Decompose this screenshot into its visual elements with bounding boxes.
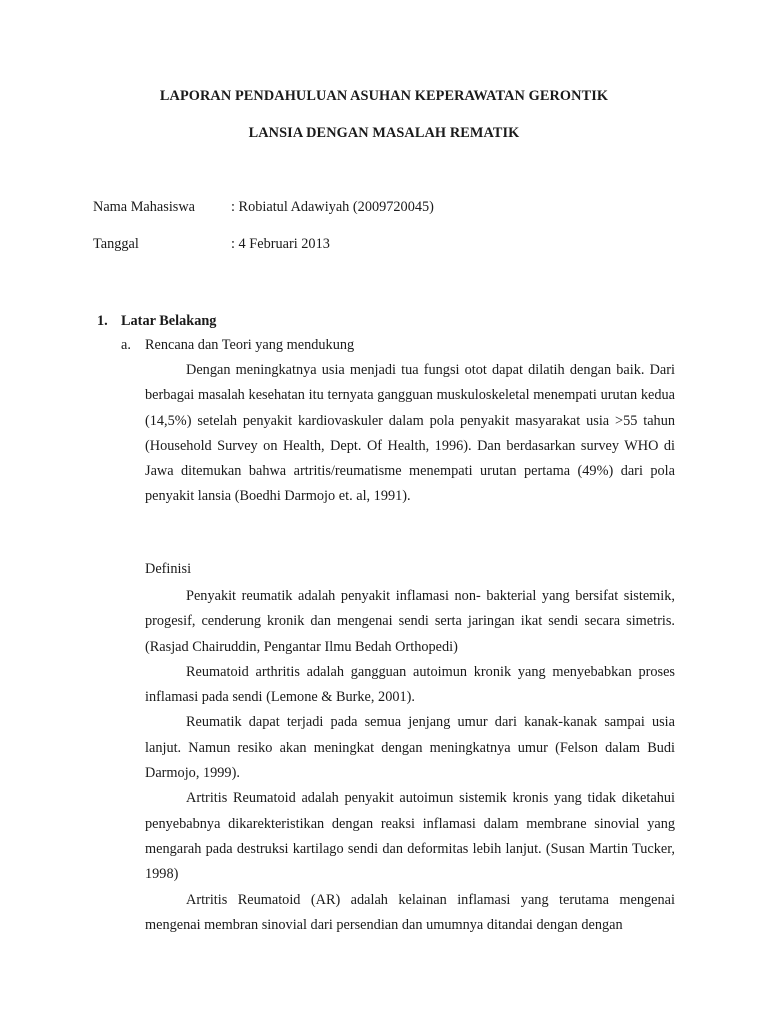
date-value: : 4 Februari 2013 [231,236,330,252]
subsection-title: Rencana dan Teori yang mendukung [145,337,355,353]
definition-paragraph: Artritis Reumatoid (AR) adalah kelainan inflamasi yang terutama mengenai mengenai membran sinovial dari persendian dan umumnya ditandai dengan dengan [145,891,675,933]
document-subtitle: LANSIA DENGAN MASALAH REMATIK [248,125,520,141]
subsection-letter: a. [121,337,131,353]
section-heading [97,313,216,330]
definition-paragraph: Reumatoid arthritis adalah gangguan autoimun kronik yang menyebabkan proses inflamasi pada sendi (Lemone & Burke, 2001). [145,663,675,706]
definition-paragraph: Artritis Reumatoid adalah penyakit autoimun sistemik kronis yang tidak diketahui penyebabnya dikarekteristikan dengan reaksi inflamasi dalam membrane sinovial yang mengarah pada destruksi kartilago sendi dan deformitas lebih lanjut. (Susan Martin Tucker, 1998) [145,790,675,883]
section-number: 1. [97,313,108,329]
definitions-block [145,584,675,938]
intro-paragraph: Dengan meningkatnya usia menjadi tua fungsi otot dapat dilatih dengan baik. Dari berbagai masalah kesehatan itu ternyata gangguan muskuloskeletal menempati urutan kedua (14,5%) setelah penyakit kardiovaskuler dalam pola penyakit masyarakat usia >55 tahun (Household Survey on Health, Dept. Of Health, 1996). Dan berdasarkan survey WHO di Jawa ditemukan bahwa artritis/reumatisme menempati urutan pertama (49%) dari pola penyakit lansia (Boedhi Darmojo et. al, 1991). [145,362,675,505]
document-title: LAPORAN PENDAHULUAN ASUHAN KEPERAWATAN GERONTIK [159,88,609,104]
date-label: Tanggal [93,236,139,252]
student-name-label: Nama Mahasiswa [93,199,196,215]
definition-paragraph: Penyakit reumatik adalah penyakit inflamasi non- bakterial yang bersifat sistemik, progesif, cenderung kronik dan mengenai sendi serta jaringan ikat sendi secara simetris. (Rasjad Chairuddin, Pengantar Ilmu Bedah Orthopedi) [145,588,675,655]
definisi-heading: Definisi [145,561,192,577]
definition-paragraph: Reumatik dapat terjadi pada semua jenjang umur dari kanak-kanak sampai usia lanjut. Namun resiko akan meningkat dengan meningkatnya umur (Felson dalam Budi Darmojo, 1999). [145,714,675,782]
intro-block [145,358,675,510]
student-name-value: : Robiatul Adawiyah (2009720045) [231,199,434,215]
section-title: Latar Belakang [121,313,217,329]
subsection-heading [121,337,354,354]
